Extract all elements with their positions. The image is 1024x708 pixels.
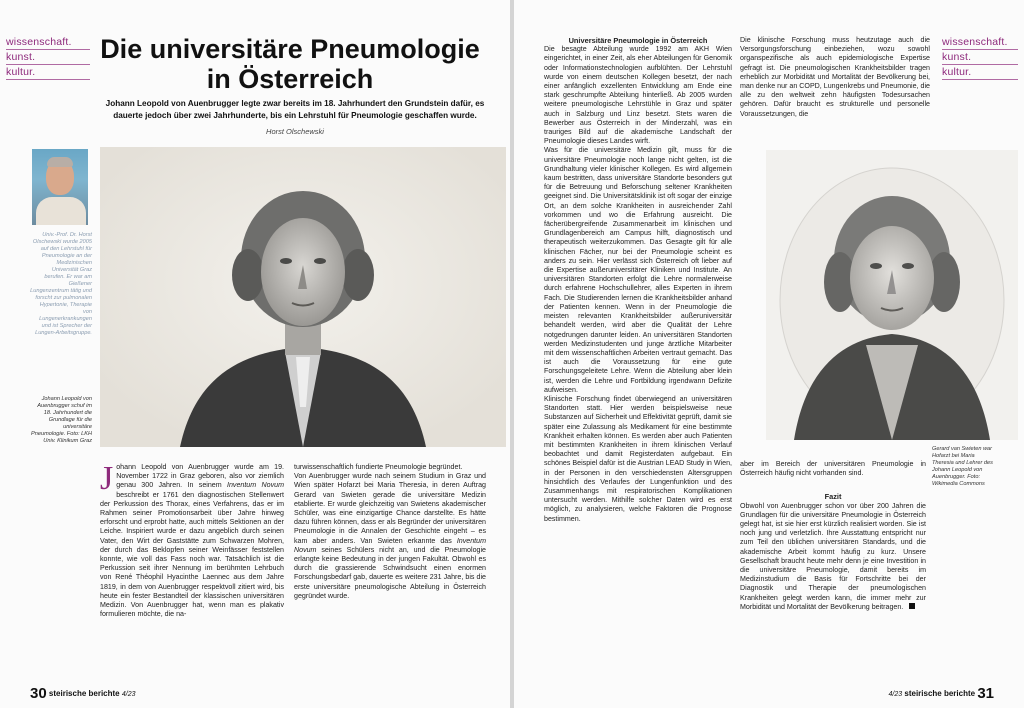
- issue-number: 4/23: [121, 691, 136, 698]
- paragraph-text: beschreibt er 1761 den diagnostischen Stellenwert der Perkussion des Thorax, eines Verfahrens, das er im Rahmen seiner Promotionsarbeit über Jahre hinweg erforscht und erprobt hatte, auch mittels Sektionen an der Leiche. Inspiriert wurde er dazu angeblich durch seinen Vater, den Wirt der Gaststätte zum Schwarzen Mohren, der durch das Beklopfen seiner Weinfässer feststellen konnte, wie voll das Fass noch war. Tatsächlich ist die Perkussion seit ihrer Nennung im berühmten Lehrbuch von René Théophil Hyacinthe Laennec aus dem Jahre 1819, in dem von Auenbrugger respektvoll zitiert wird, bis heute ein fester Bestandteil der klassischen universitären Medizin. Von Auenbrugger hat, wenn man es plakativ formulieren möchte, die na-: [100, 490, 284, 619]
- issue-number: 4/23: [888, 691, 903, 698]
- article-column-4-bottom: [740, 460, 926, 612]
- magazine-name: steirische berichte: [48, 689, 120, 698]
- article-headline: Die universitäre Pneumologie in Österreich: [100, 34, 480, 94]
- article-byline: Horst Olschewski: [266, 127, 324, 136]
- magazine-name: steirische berichte: [904, 689, 976, 698]
- article-column-3: [544, 36, 732, 524]
- article-column-4-top: [740, 36, 930, 119]
- portrait-auenbrugger: [100, 147, 506, 447]
- article-lead: Johann Leopold von Auenbrugger legte zwar bereits im 18. Jahrhundert den Grundstein dafür, es dauerte jedoch über zwei Jahrhunderte, bis ein Lehrstuhl für Pneumologie geschaffen wurde.: [105, 99, 485, 120]
- author-photo: [32, 149, 88, 225]
- page-number: 30: [30, 685, 47, 702]
- paragraph-text: Inventum Novum: [226, 481, 284, 490]
- section-tag-line: kultur.: [6, 66, 90, 80]
- paragraph: turwissenschaftlich fundierte Pneumologie begründet.: [294, 463, 463, 471]
- section-tag-line: kunst.: [942, 51, 1018, 65]
- paragraph: Die klinische Forschung muss heutzutage auch die Versorgungsforschung einbeziehen, wozu sowohl organspezifische als auch epidemiologische Expertise gefragt ist. Die pneumologischen Krankheitsbilder tragen erheblich zur Morbidität und Mortalität der Bevölkerung bei, man denke nur an COPD, Lungenkrebs und Pneumonie, die alle zu den weltweit zehn häufigsten Todesursachen gehören. Dafür braucht es strukturelle und personelle Voraussetzungen, die: [740, 36, 930, 118]
- article-column-2: [294, 463, 486, 601]
- article-column-1: [100, 460, 284, 619]
- section-tag-line: kunst.: [6, 51, 90, 65]
- section-tag-line: kultur.: [942, 66, 1018, 80]
- paragraph: Klinische Forschung findet überwiegend an universitären Standorten statt. Hier werden beispielsweise neue Substanzen auf Sicherheit und Effektivität geprüft, damit sie später eine Zulassung als Medikament für eine bestimmte Krankheit erhalten können. Es werden aber auch Patienten mit bestimmten Krankheiten in ihrem klinischen Verlauf beobachtet und damit Registerdaten aufgebaut. Ein schönes Beispiel dafür ist die Austrian LEAD Study in Wien, in der Personen in den verschiedensten Altersgruppen hinsichtlich des Verlaufes der Lungenfunktion und des Zusammenhangs mit respiratorischen Komplikationen untersucht werden. Mithilfe solcher Daten wird es erst möglich, zu analysieren, welche Faktoren die Prognose bestimmen.: [544, 394, 732, 523]
- paragraph-text: ohann Leopold von Auenbrugger wurde am 19. November 1722 in Graz geboren, also vor ziemlich genau 300 Jahren. In seinem: [116, 463, 284, 490]
- paragraph-text: seines Schülers nicht an, und die Pneumologie erlangte keine Bedeutung in der jungen Fakultät. Obwohl es durch die grassierende Schwindsucht einen enormen Forschungsbedarf gab, dauerte es weitere 231 Jahre, bis die erste universitäre pneumologische Abteilung in Österreich gegründet wurde.: [294, 545, 486, 600]
- section-tag-line: wissenschaft.: [6, 36, 90, 50]
- paragraph-text: Obwohl von Auenbrugger schon vor über 200 Jahren die Grundlagen für die universitäre Pneumologie in Österreich gelegt hat, ist sie hier erst kürzlich realisiert worden. Sie ist noch jung und verletzlich. Ihre Ausstattung entspricht nur zum Teil den üblichen universitären Standards, und die akademische Arbeit kommt häufig zu kurz. Unsere Gesellschaft braucht heute mehr denn je eine Investition in die universitäre Pneumologie, damit bereits im Medizinstudium die Basis für Fortschritte bei der Diagnostik und Therapie der pneumologischen Krankheiten gelegt werden kann, die immer mehr zur Morbidität und Mortalität der Bevölkerung beitragen.: [740, 501, 926, 611]
- end-mark: [909, 603, 915, 609]
- paragraph-text: Inventum Novum: [294, 536, 486, 554]
- section-tag-line: wissenschaft.: [942, 36, 1018, 50]
- portrait-caption-auenbrugger: Johann Leopold von Auenbrugger schuf im 18. Jahrhundert die Grundlage für die universitäre Pneumologie. Foto: LKH Univ. Klinikum Graz: [31, 396, 92, 444]
- footer-right: [889, 685, 994, 702]
- portrait-caption-van-swieten: Gerard van Swieten war Hofarzt bei Maria Theresia und Lehrer des Johann Leopold von Auenbrugger. Foto: Wikimedia Commons: [932, 446, 993, 487]
- paragraph-text: Von Auenbrugger wurde nach seinem Studium in Graz und Wien später Hofarzt bei Maria Theresia, in deren Auftrag Gerard van Swieten gerade die universitäre Medizin etablierte. Er wurde gleichzeitig van Swietens akademischer Schüler, was eine einzigartige Chance darstellte. Es hätte dazu führen können, dass er als Begründer der universitären Pneumologie in die Annalen der Geschichte eingeht – es kam aber anders. Van Swieten erkannte das: [294, 472, 486, 545]
- section-tag: [942, 36, 1018, 81]
- drop-cap: J: [100, 460, 114, 497]
- portrait-van-swieten: [766, 150, 1018, 440]
- footer-left: [30, 685, 135, 702]
- paragraph: aber im Bereich der universitären Pneumologie in Österreich häufig nicht vorhanden sind.: [740, 460, 926, 478]
- section-heading: Universitäre Pneumologie in Österreich: [568, 36, 708, 45]
- page-number: 31: [977, 685, 994, 702]
- paragraph: Die besagte Abteilung wurde 1992 am AKH Wien eingerichtet, in einer Zeit, als eher Abteilungen für Genomik oder Informationstechnologien aufblühten. Der Lehrstuhl wurde von einem deutschen Kollegen besetzt, der nach einer anfänglich exzellenten Entwicklung am Ende eine stark geschrumpfte Abteilung hinterließ. Ab 2005 wurden weitere pneumologische Lehrstühle in Graz und später auch in Salzburg und Linz besetzt. Stets waren die Bewerber aus Österreich in der Minderzahl, was ein trauriges Bild auf die akademische Landschaft der Pneumologie dieses Landes wirft.: [544, 45, 732, 146]
- author-bio: Univ.-Prof. Dr. Horst Olschewski wurde 2005 auf den Lehrstuhl für Pneumologie an der Medizinischen Universität Graz berufen. Er war am Gießener Lungenzentrum tätig und forscht zur pulmonalen Hypertonie, Therapie von Lungenerkrankungen und ist Sprecher der Lungen-Arbeitsgruppe.: [30, 232, 92, 336]
- fazit-heading: Fazit: [824, 492, 842, 502]
- left-page: [0, 0, 510, 708]
- right-page: [514, 0, 1024, 708]
- paragraph: Was für die universitäre Medizin gilt, muss für die universitäre Pneumologie noch lange nicht gelten, ist die Grundhaltung vieler klinischer Kollegen. Es wird allgemein kaum bestritten, dass universitäre Standorte besonders gut für die Betreuung und Beforschung seltener Krankheiten geeignet sind. Die Universitätsklinik ist oft sogar der einzige Ort, an dem solche Krankheiten in ausreichender Zahl vorkommen und wo die Erfahrung ausreicht. Die fächerübergreifende Zusammenarbeit im klinischen und Grundlagenbereich am Campus hilft, diagnostisch und therapeutisch weiterzukommen. Das Gesagte gilt für alle klinischen Fächer, nur bei der Pneumologie scheint es anders zu sein. Hier verlässt sich Österreich oft lieber auf die Expertise außeruniversitärer Kliniken und Institute. An universitären Standorten erfolgt die Lehre normalerweise durch erfahrene Hochschullehrer, alles Experten in ihrem Fach. Die Studierenden lernen die Krankheitsbilder anhand der Patienten kennen. Wenn in der Pneumologie die meisten relevanten Krankheitsbilder außeruniversitär behandelt werden, wird aber die Qualität der Lehre notgedrungen darunter leiden. An universitären Standorten werden Medizinstudenten und junge ärztliche Mitarbeiter mit dem wissenschaftlichen Arbeiten vertraut gemacht. Das ist auch die Voraussetzung für eine gute Forschungsgeleitete Lehre. Wenn die Abteilung aber klein ist, werden die Lehre und Fortbildung irgendwann Defizite aufweisen.: [544, 146, 732, 394]
- section-tag: [6, 36, 90, 81]
